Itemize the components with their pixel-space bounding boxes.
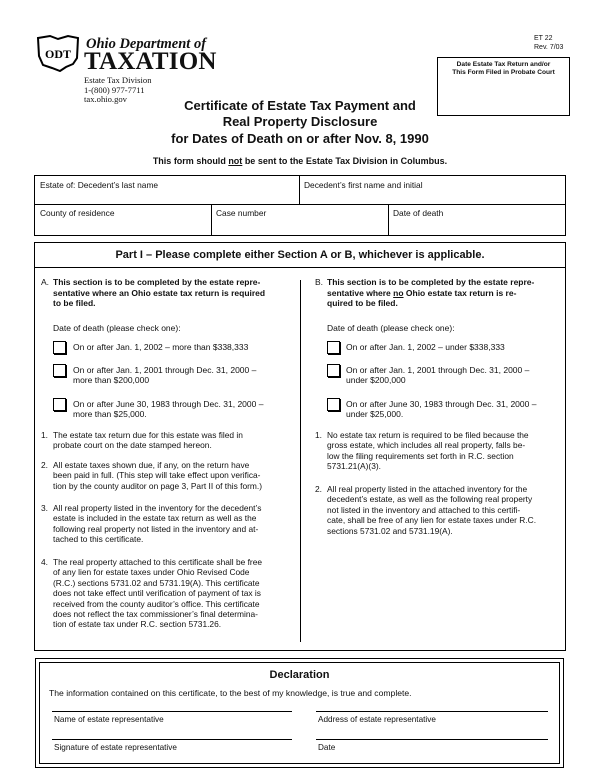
section-a-dod-label: Date of death (please check one): — [53, 323, 181, 333]
representative-signature-label: Signature of estate representative — [54, 743, 177, 752]
representative-name-label: Name of estate representative — [54, 715, 164, 724]
declaration-statement: The information contained on this certificate, to the best of my knowledge, is true and complete. — [49, 688, 412, 698]
decedent-info-grid — [34, 175, 566, 236]
section-b-option-2-checkbox[interactable] — [327, 364, 340, 377]
section-a-letter: A. — [41, 277, 50, 287]
division-website: tax.ohio.gov — [84, 94, 127, 105]
section-b-option-1-checkbox[interactable] — [327, 341, 340, 354]
decedent-first-name-label: Decedent’s first name and initial — [304, 180, 423, 190]
title-line-2: Real Property Disclosure — [222, 114, 378, 130]
division-contact — [84, 76, 152, 105]
title-line-1: Certificate of Estate Tax Payment and — [184, 98, 416, 113]
decedent-last-name-label: Estate of: Decedent’s last name — [40, 180, 159, 190]
county-of-residence-field[interactable] — [35, 204, 211, 235]
form-number-block — [534, 34, 563, 52]
section-b-item-2: 2. All real property listed in the attached inventory for the decedent’s estate, as well as the following real property not listed in the inventory and attached to this certifi- cate, shall be free of any lien for estate taxes under R.C. sections 5731.02 and 5731.19(A). — [315, 484, 537, 536]
declaration-date-line[interactable] — [316, 739, 548, 740]
section-b-option-1-label: On or after Jan. 1, 2002 – under $338,333 — [346, 342, 505, 352]
part-1-heading: Part I – Please complete either Section A or B, whichever is applicable. — [35, 243, 565, 268]
division-phone: 1-(800) 977-7711 — [84, 84, 145, 95]
declaration-title: Declaration — [269, 669, 330, 681]
section-a-option-2-label: On or after Jan. 1, 2001 through Dec. 31, 2000 – more than $200,000 — [73, 365, 257, 386]
section-a-option-3-checkbox[interactable] — [53, 398, 66, 411]
taxation-wordmark: TAXATION — [84, 48, 217, 75]
section-b-option-3-checkbox[interactable] — [327, 398, 340, 411]
section-a-option-1-label: On or after Jan. 1, 2002 – more than $338,333 — [73, 342, 249, 352]
section-b-intro: B. This section is to be completed by the estate repre- sentative where no Ohio estate tax return is re- quired to be filed. — [315, 277, 535, 308]
section-b-item-1: 1. No estate tax return is required to be filed because the gross estate, which includes all real property, falls be- low the filing requirements set forth in R.C. section 5731.21(A)(3). — [315, 430, 529, 472]
section-a-item-1: 1. The estate tax return due for this estate was filed in probate court on the date stamped hereon. — [41, 430, 243, 451]
section-b-option-2-label: On or after Jan. 1, 2001 through Dec. 31, 2000 – under $200,000 — [346, 365, 530, 386]
probate-filing-stamp-box[interactable] — [437, 57, 570, 116]
decedent-last-name-field[interactable] — [35, 176, 299, 204]
section-a-item-2: 2. All estate taxes shown due, if any, on the return have been paid in full. (This step will take effect upon verifica- tion by the county auditor on page 3, Part II of this form.) — [41, 460, 263, 491]
filing-notice: This form should not be sent to the Estate Tax Division in Columbus. — [152, 156, 448, 166]
date-of-death-label: Date of death — [393, 208, 444, 218]
section-a-option-3-label: On or after June 30, 1983 through Dec. 31, 2000 – more than $25,000. — [73, 399, 264, 420]
title-line-3: for Dates of Death on or after Nov. 8, 1990 — [171, 130, 429, 146]
section-a-option-2-checkbox[interactable] — [53, 364, 66, 377]
section-b-letter: B. — [315, 277, 324, 287]
representative-address-label: Address of estate representative — [318, 715, 436, 724]
column-divider — [300, 280, 301, 642]
case-number-label: Case number — [216, 208, 267, 218]
form-title — [150, 98, 450, 147]
representative-address-line[interactable] — [316, 711, 548, 712]
part-1-section — [34, 242, 566, 651]
form-revision: Rev. 7/03 — [534, 44, 564, 51]
division-name: Estate Tax Division — [84, 75, 152, 85]
department-name: Ohio Department of — [86, 36, 207, 52]
case-number-field[interactable] — [211, 204, 388, 235]
filed-box-label: Date Estate Tax Return and/or This Form Filed in Probate Court — [452, 61, 555, 77]
declaration-section — [35, 658, 564, 768]
section-b-option-3-label: On or after June 30, 1983 through Dec. 31, 2000 – under $25,000. — [346, 399, 537, 420]
declaration-inner-frame — [39, 662, 560, 764]
section-b-dod-label: Date of death (please check one): — [327, 323, 455, 333]
decedent-first-name-field[interactable] — [299, 176, 565, 204]
logo-mark-text: ODT — [44, 47, 72, 61]
representative-signature-line[interactable] — [52, 739, 292, 740]
date-of-death-field[interactable] — [388, 204, 565, 235]
section-a-intro: A. This section is to be completed by the estate repre- sentative where an Ohio estate tax return is required to be filed. — [41, 277, 266, 308]
form-number: ET 22 — [534, 35, 553, 42]
section-a-item-4: 4. The real property attached to this certificate shall be free of any lien for estate taxes under Ohio Revised Code (R.C.) sections 5731.02 and 5731.19(A). This certificate does not take effect until verification of payment of tax is received from the county auditor’s office. This certificate does not reflect the tax commissioner’s final determina- tion of estate tax under R.C. section 5731.26. — [41, 557, 263, 630]
representative-name-line[interactable] — [52, 711, 292, 712]
county-label: County of residence — [40, 208, 115, 218]
section-a-option-1-checkbox[interactable] — [53, 341, 66, 354]
section-a-item-3: 3. All real property listed in the inventory for the decedent’s estate is included in the estate tax return as well as the following real property not listed in the inventory and at- tached to this certificate. — [41, 503, 262, 545]
ohio-state-outline-icon — [36, 34, 80, 72]
ohio-taxation-logo — [36, 34, 216, 104]
declaration-date-label: Date — [318, 743, 336, 752]
